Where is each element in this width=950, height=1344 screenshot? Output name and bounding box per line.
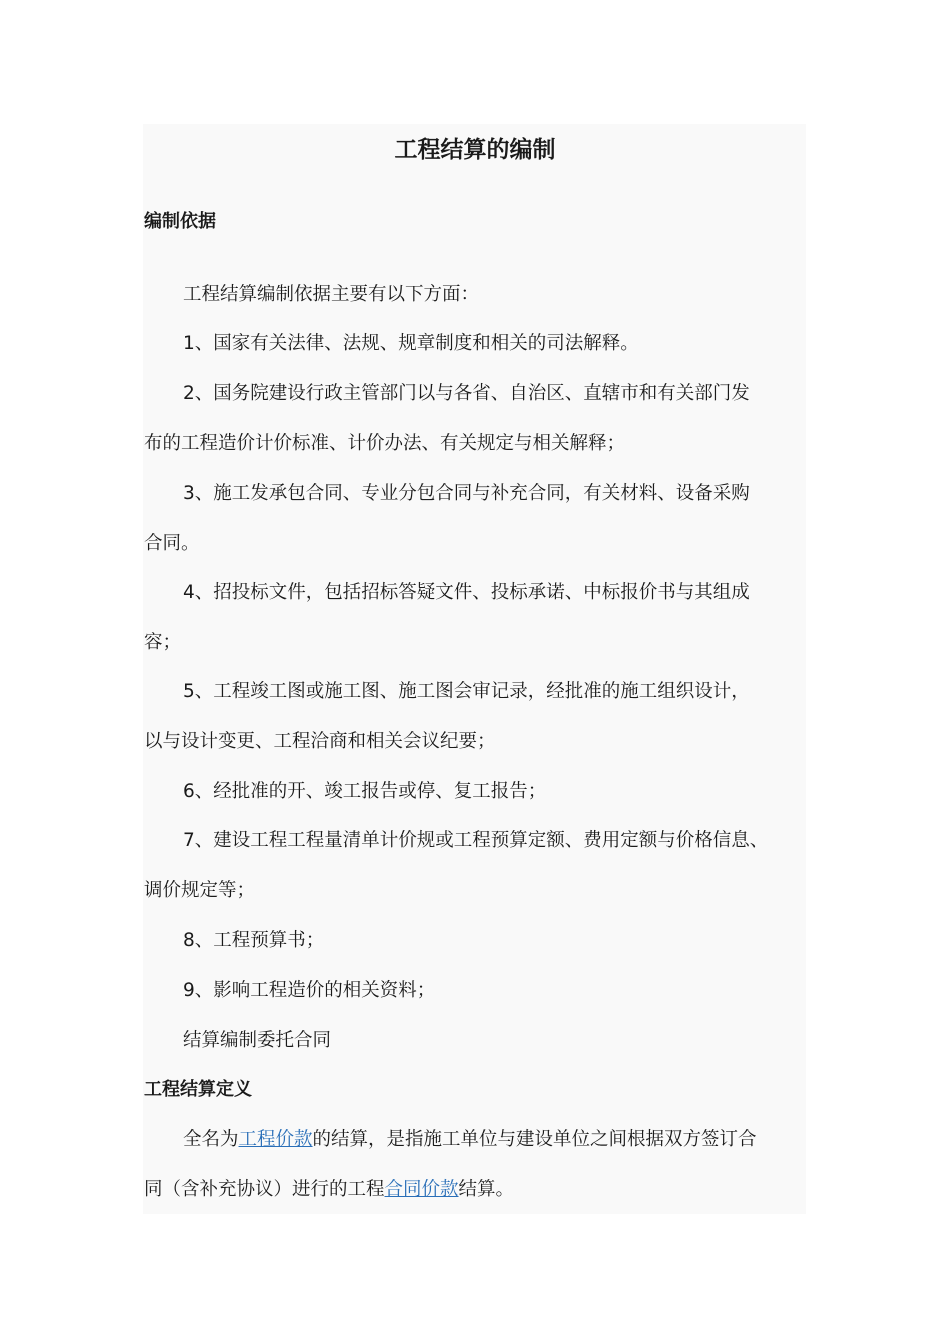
document-title: 工程结算的编制 bbox=[394, 137, 556, 163]
definition-paragraph-line-1 bbox=[183, 1126, 757, 1154]
definition-text: 的结算，是指施工单位与建设单位之间根据双方签订合 bbox=[312, 1129, 757, 1150]
definition-text: 同（含补充协议）进行的工程 bbox=[144, 1179, 385, 1200]
basis-item-5-line-1: 5、工程竣工图或施工图、施工图会审记录，经批准的施工组织设计， bbox=[183, 681, 750, 702]
link-contract-price[interactable]: 合同价款 bbox=[384, 1179, 459, 1200]
link-project-price[interactable]: 工程价款 bbox=[238, 1129, 313, 1150]
basis-item-5-line-2: 以与设计变更、工程洽商和相关会议纪要； bbox=[144, 731, 496, 752]
definition-paragraph-line-2 bbox=[144, 1176, 514, 1204]
section-heading-definition: 工程结算定义 bbox=[144, 1079, 252, 1100]
basis-closing: 结算编制委托合同 bbox=[183, 1030, 332, 1051]
basis-item-3-line-1: 3、施工发承包合同、专业分包合同与补充合同，有关材料、设备采购 bbox=[183, 483, 750, 504]
basis-item-3-line-2: 合同。 bbox=[144, 533, 200, 554]
basis-item-7-line-2: 调价规定等； bbox=[144, 880, 256, 901]
basis-item-8: 8、工程预算书； bbox=[183, 930, 325, 951]
basis-item-7-line-1: 7、建设工程工程量清单计价规或工程预算定额、费用定额与价格信息、 bbox=[183, 830, 769, 851]
basis-item-2-line-2: 布的工程造价计价标准、计价办法、有关规定与相关解释； bbox=[144, 433, 626, 454]
basis-item-4-line-1: 4、招投标文件，包括招标答疑文件、投标承诺、中标报价书与其组成 bbox=[183, 582, 750, 603]
basis-item-9: 9、影响工程造价的相关资料； bbox=[183, 980, 436, 1001]
basis-item-4-line-2: 容； bbox=[144, 632, 182, 653]
basis-intro: 工程结算编制依据主要有以下方面： bbox=[183, 284, 480, 305]
definition-text: 全名为 bbox=[183, 1129, 239, 1150]
basis-item-2-line-1: 2、国务院建设行政主管部门以与各省、自治区、直辖市和有关部门发 bbox=[183, 383, 750, 404]
definition-text: 结算。 bbox=[458, 1179, 515, 1200]
section-heading-basis: 编制依据 bbox=[144, 211, 216, 232]
basis-item-1: 1、国家有关法律、法规、规章制度和相关的司法解释。 bbox=[183, 333, 639, 354]
basis-item-6: 6、经批准的开、竣工报告或停、复工报告； bbox=[183, 781, 547, 802]
